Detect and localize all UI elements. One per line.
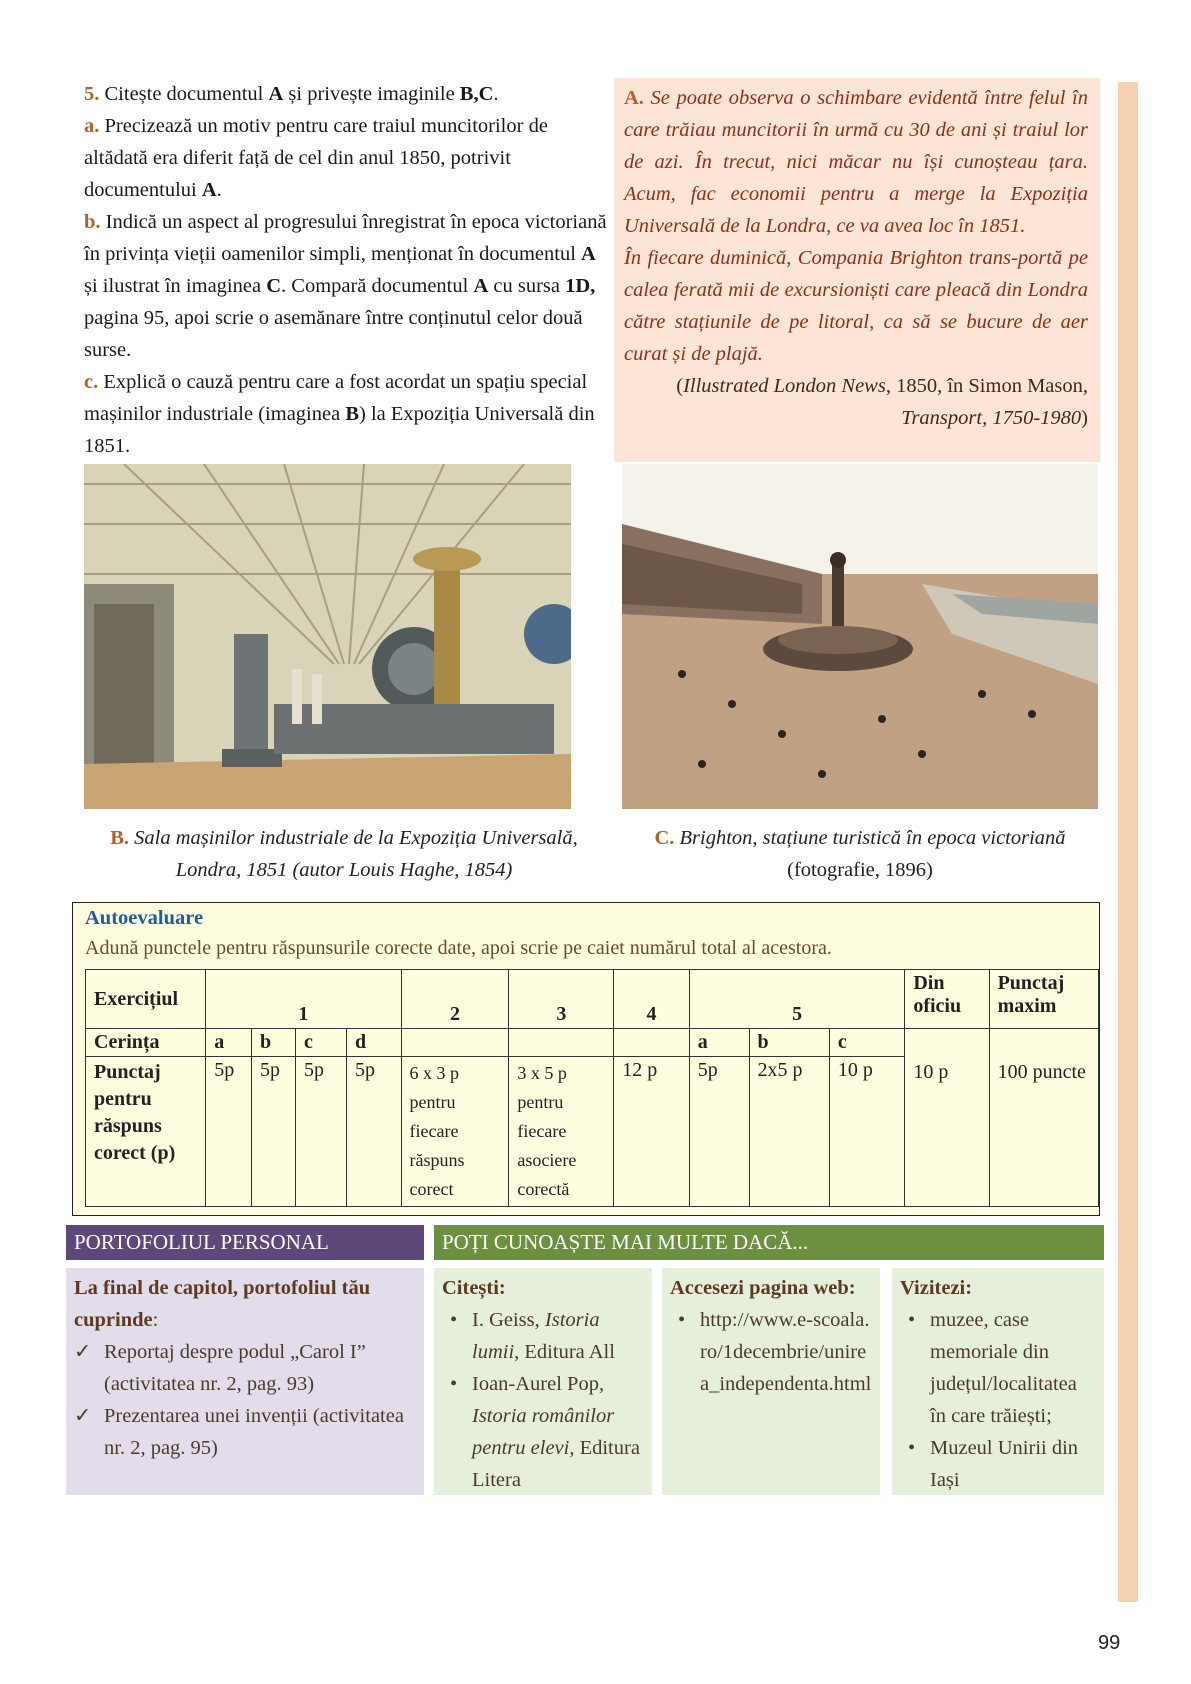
- exercise-5-prompt: 5. Citește documentul A și privește imaginile B,C.: [84, 83, 499, 105]
- read-title: Citești:: [442, 1277, 506, 1299]
- sub-item: a: [689, 1029, 749, 1057]
- portfolio-panel: [66, 1268, 424, 1495]
- web-panel: [662, 1268, 880, 1495]
- sub-item: c: [296, 1029, 347, 1057]
- list-item: • Ioan-Aurel Pop, Istoria românilor pentru elevi, Editura Litera: [442, 1368, 644, 1496]
- question-b: b. Indică un aspect al progresului înregistrat în epoca victoriană în privința vieții oamenilor simpli, menționat în documentul A și ilustrat în imaginea C. Compară documentul A cu sursa 1D, pagina 95, apoi scrie o asemănare între conținutul celor două surse.: [84, 211, 607, 361]
- learn-more-header: POȚI CUNOAȘTE MAI MULTE DACĂ...: [434, 1225, 1104, 1260]
- points-cell: 5p: [252, 1057, 296, 1207]
- question-c: c. Explică o cauză pentru care a fost acordat un spațiu special mașinilor industriale (imaginea B) la Expoziția Universală din 1851.: [84, 371, 595, 457]
- web-link[interactable]: http://www.e-scoala.ro/1decembrie/unirea_independenta.html: [700, 1309, 872, 1395]
- points-cell: 2x5 p: [749, 1057, 829, 1207]
- score-table: [85, 969, 1099, 1207]
- row-header-requirement: Cerința: [86, 1029, 206, 1057]
- question-a: a. Precizează un motiv pentru care traiul muncitorilor de altădată era diferit față de cel din anul 1850, potrivit documentului A.: [84, 115, 548, 201]
- list-item: ✓ Reportaj despre podul „Carol I” (activitatea nr. 2, pag. 93): [74, 1336, 416, 1400]
- empty-cell: [401, 1029, 509, 1057]
- check-icon: ✓: [74, 1341, 92, 1363]
- din-oficiu-value: 10 p: [905, 1029, 989, 1207]
- web-list: [670, 1304, 872, 1400]
- empty-cell: [614, 1029, 690, 1057]
- max-score-value: 100 puncte: [989, 1029, 1098, 1207]
- points-cell: 12 p: [614, 1057, 690, 1207]
- self-assessment: [72, 902, 1100, 1216]
- table-row: [86, 970, 1099, 1029]
- exercise-number: 3: [509, 970, 614, 1029]
- side-stripe: [1118, 82, 1138, 1602]
- points-cell: 10 p: [829, 1057, 905, 1207]
- bullet-icon: •: [450, 1373, 458, 1395]
- bullet-icon: •: [908, 1437, 916, 1459]
- points-cell: 3 x 5 p pentru fiecare asociere corectă: [509, 1057, 614, 1207]
- exercise-number: 4: [614, 970, 690, 1029]
- document-a-text-2: În fiecare duminică, Compania Brighton trans-portă pe calea ferată mii de excursioniști care pleacă din Londra către stațiunile de pe litoral, ca să se bucure de aer curat și de plajă.: [624, 247, 1088, 365]
- document-a-text: A. Se poate observa o schimbare evidentă între felul în care trăiau muncitorii în urmă cu 30 de ani și traiul lor de azi. În trecut, nici măcar nu își cunoșteau țara. Acum, fac economii pentru a merge la Expoziția Universală de la Londra, ce va avea loc în 1851.: [624, 87, 1088, 237]
- din-oficiu-header: Din oficiu: [905, 970, 989, 1029]
- bullet-icon: •: [450, 1309, 458, 1331]
- read-panel: [434, 1268, 652, 1495]
- visit-list: [900, 1304, 1096, 1496]
- row-header-exercise: Exercițiul: [86, 970, 206, 1029]
- empty-cell: [509, 1029, 614, 1057]
- self-assessment-instruction: Adună punctele pentru răspunsurile corecte date, apoi scrie pe caiet numărul total al acestora.: [85, 937, 832, 959]
- list-item: ✓ Prezentarea unei invenții (activitatea nr. 2, pag. 95): [74, 1400, 416, 1464]
- list-item: • I. Geiss, Istoria lumii, Editura All: [442, 1304, 644, 1368]
- brighton-photograph: [622, 464, 1098, 809]
- sub-item: b: [252, 1029, 296, 1057]
- table-row: [86, 1029, 1099, 1057]
- points-cell: 5p: [689, 1057, 749, 1207]
- list-item: [670, 1304, 872, 1400]
- portfolio-title: La final de capitol, portofoliul tău cuprinde:: [74, 1277, 371, 1331]
- bullet-icon: •: [908, 1309, 916, 1331]
- points-cell: 5p: [206, 1057, 252, 1207]
- self-assessment-title: Autoevaluare: [85, 907, 204, 929]
- points-cell: 5p: [347, 1057, 402, 1207]
- visit-title: Vizitezi:: [900, 1277, 973, 1299]
- sub-item: b: [749, 1029, 829, 1057]
- document-a: [614, 78, 1100, 462]
- web-title: Accesezi pagina web:: [670, 1277, 856, 1299]
- portfolio-list: [74, 1336, 416, 1464]
- row-header-points: Punctaj pentru răspuns corect (p): [86, 1057, 206, 1207]
- exercise-number: 1: [206, 970, 401, 1029]
- exercise-number: 2: [401, 970, 509, 1029]
- sub-item: c: [829, 1029, 905, 1057]
- exercise-number: 5: [689, 970, 905, 1029]
- portfolio-header: PORTOFOLIUL PERSONAL: [66, 1225, 424, 1260]
- bullet-icon: •: [678, 1309, 686, 1331]
- sub-item: d: [347, 1029, 402, 1057]
- check-icon: ✓: [74, 1405, 92, 1427]
- caption-b: B. Sala mașinilor industriale de la Expoziția Universală, Londra, 1851 (autor Louis Haghe, 1854): [110, 827, 578, 881]
- list-item: • muzee, case memoriale din județul/localitatea în care trăiești;: [900, 1304, 1096, 1432]
- read-list: [442, 1304, 644, 1496]
- exercise-5: [84, 78, 614, 462]
- page-number: 99: [1098, 1632, 1121, 1654]
- caption-c: C. Brighton, stațiune turistică în epoca victoriană (fotografie, 1896): [654, 827, 1066, 881]
- machinery-hall-illustration: [84, 464, 571, 809]
- points-cell: 5p: [296, 1057, 347, 1207]
- document-a-source: (Illustrated London News, 1850, în Simon Mason, Transport, 1750-1980): [676, 375, 1088, 429]
- image-brighton: [622, 464, 1098, 809]
- points-cell: 6 x 3 p pentru fiecare răspuns corect: [401, 1057, 509, 1207]
- max-score-header: Punctaj maxim: [989, 970, 1098, 1029]
- image-machinery-hall: [84, 464, 571, 809]
- list-item: • Muzeul Unirii din Iași: [900, 1432, 1096, 1496]
- sub-item: a: [206, 1029, 252, 1057]
- visit-panel: [892, 1268, 1104, 1495]
